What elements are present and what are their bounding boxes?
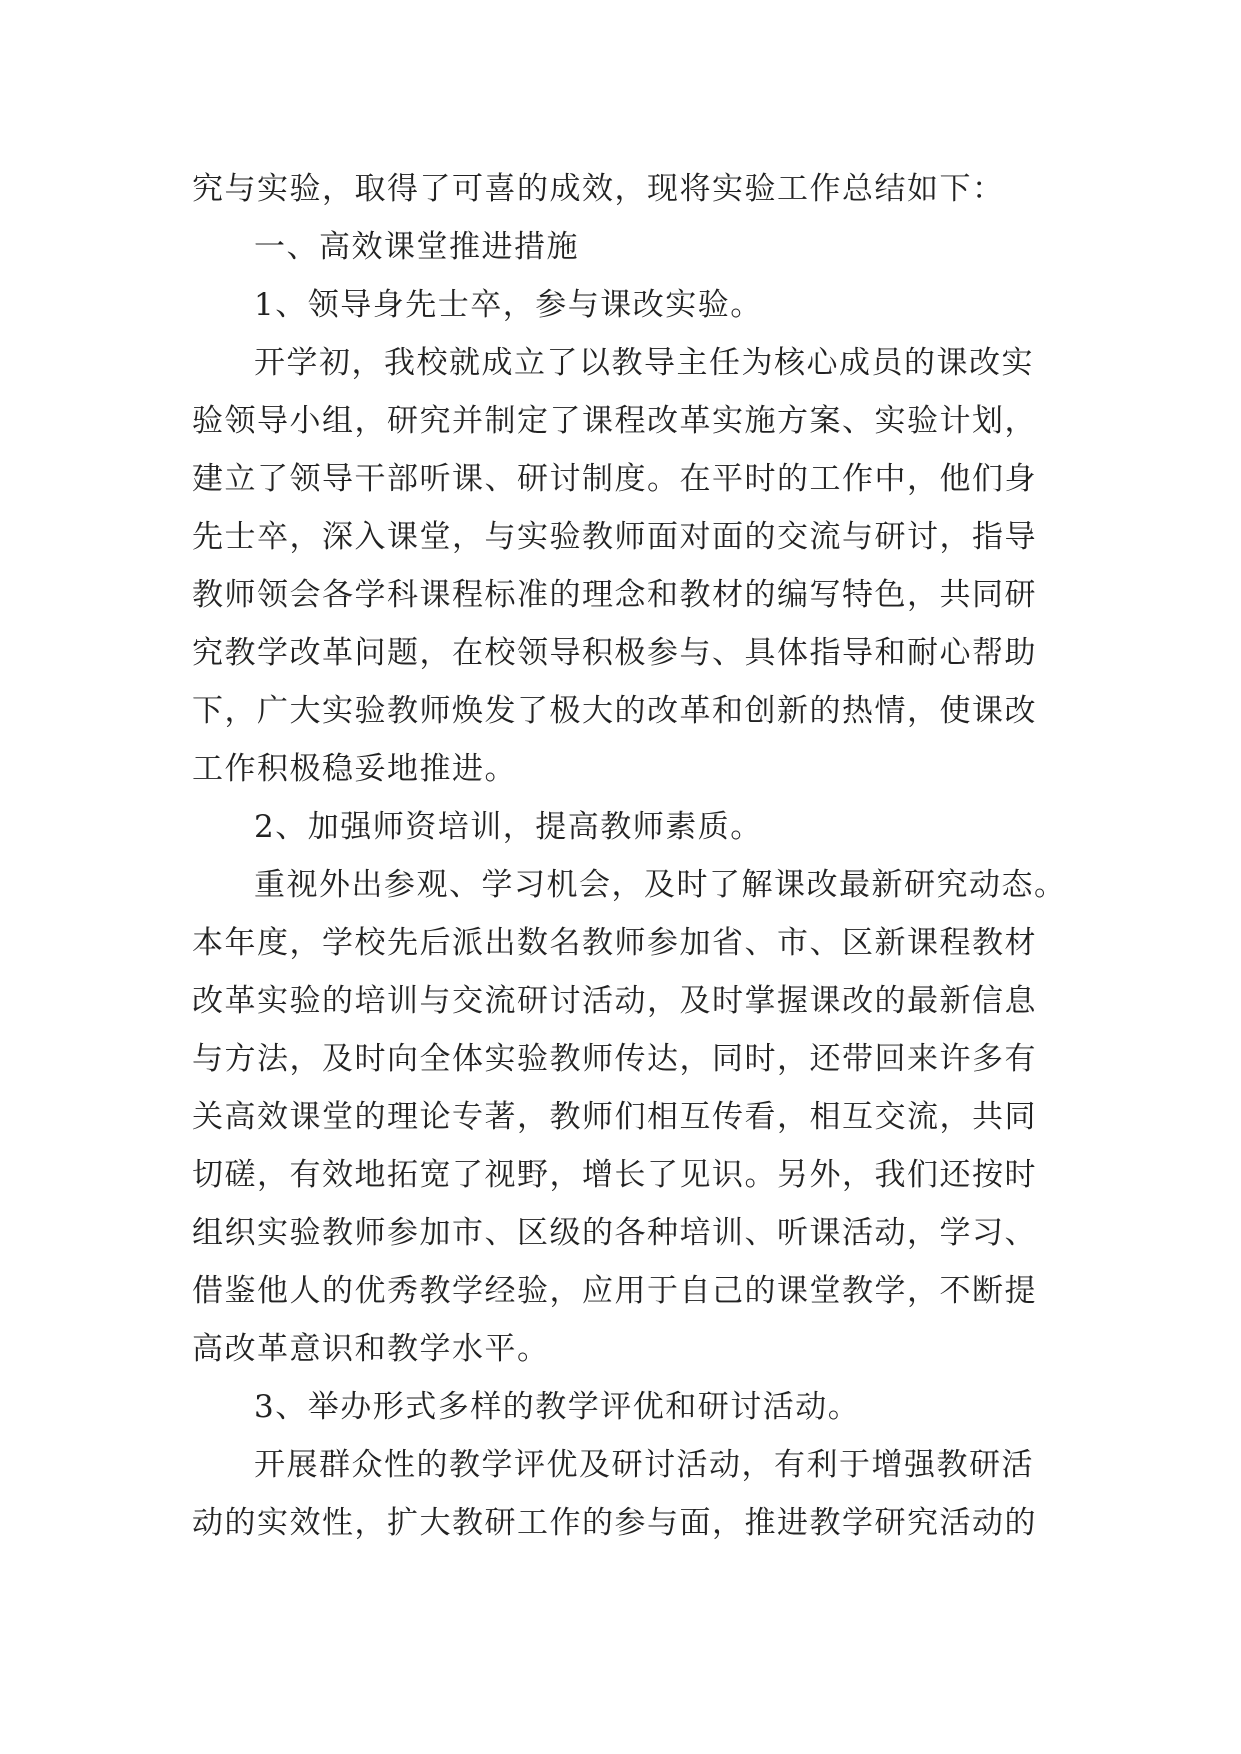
text-line: 关高效课堂的理论专著，教师们相互传看，相互交流，共同 [192,1099,1037,1135]
text-line: 动的实效性，扩大教研工作的参与面，推进教学研究活动的 [192,1505,1037,1541]
text-line: 改革实验的培训与交流研讨活动，及时掌握课改的最新信息 [192,983,1037,1019]
text-line: 建立了领导干部听课、研讨制度。在平时的工作中，他们身 [192,461,1037,497]
text-line: 借鉴他人的优秀教学经验，应用于自己的课堂教学，不断提 [192,1273,1037,1309]
document-page [192,160,1067,1552]
text-line: 教师领会各学科课程标准的理念和教材的编写特色，共同研 [192,577,1037,613]
text-line: 与方法，及时向全体实验教师传达，同时，还带回来许多有 [192,1041,1037,1077]
text-line: 重视外出参观、学习机会，及时了解课改最新研究动态。 [254,867,1067,903]
text-line: 究教学改革问题，在校领导积极参与、具体指导和耐心帮助 [192,635,1037,671]
text-line: 先士卒，深入课堂，与实验教师面对面的交流与研讨，指导 [192,519,1037,555]
text-line: 本年度，学校先后派出数名教师参加省、市、区新课程教材 [192,925,1037,961]
section-heading: 一、高效课堂推进措施 [254,229,579,265]
text-line: 切磋，有效地拓宽了视野，增长了见识。另外，我们还按时 [192,1157,1037,1193]
text-line: 工作积极稳妥地推进。 [192,751,517,787]
text-line: 开学初，我校就成立了以教导主任为核心成员的课改实 [254,345,1034,381]
text-line: 究与实验，取得了可喜的成效，现将实验工作总结如下： [192,171,1005,207]
text-line: 开展群众性的教学评优及研讨活动，有利于增强教研活 [254,1447,1034,1483]
subsection-heading: 3、举办形式多样的教学评优和研讨活动。 [254,1389,861,1425]
text-line: 组织实验教师参加市、区级的各种培训、听课活动，学习、 [192,1215,1037,1251]
subsection-heading: 2、加强师资培训，提高教师素质。 [254,809,763,845]
text-line: 下，广大实验教师焕发了极大的改革和创新的热情，使课改 [192,693,1037,729]
subsection-heading: 1、领导身先士卒，参与课改实验。 [254,287,763,323]
text-line: 验领导小组，研究并制定了课程改革实施方案、实验计划， [192,403,1037,439]
text-line: 高改革意识和教学水平。 [192,1331,550,1367]
